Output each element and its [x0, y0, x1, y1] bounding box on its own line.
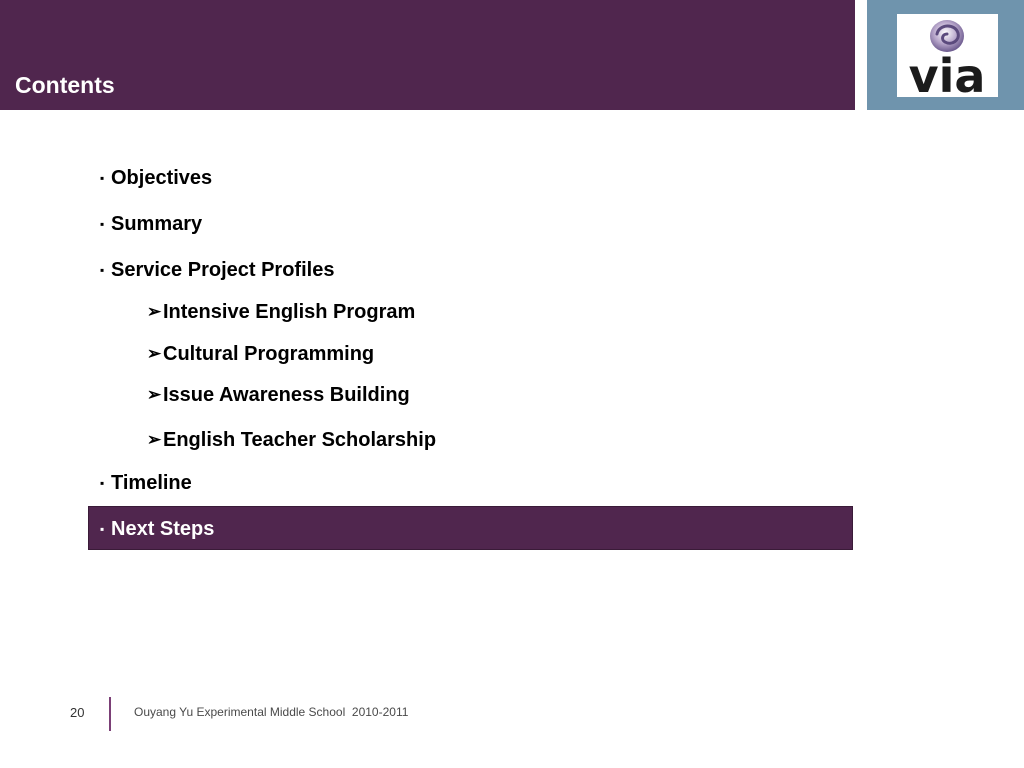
- agenda-subitem-intensive-english-program[interactable]: [147, 298, 415, 326]
- agenda-item-service-project-profiles[interactable]: [100, 256, 334, 284]
- square-bullet-icon: ▪: [100, 171, 105, 185]
- page-number: 20: [70, 705, 85, 720]
- agenda-item-next-steps[interactable]: [100, 515, 214, 543]
- square-bullet-icon: ▪: [100, 263, 105, 277]
- arrow-bullet-icon: ➢: [147, 385, 162, 404]
- agenda-item-label: Service Project Profiles: [111, 259, 335, 281]
- agenda-item-objectives[interactable]: [100, 164, 212, 192]
- agenda-item-label: Summary: [111, 213, 203, 235]
- logo-wordmark: via: [908, 49, 986, 97]
- agenda-subitem-issue-awareness-building[interactable]: [147, 381, 410, 409]
- footer-divider: [109, 697, 111, 731]
- square-bullet-icon: ▪: [100, 217, 105, 231]
- agenda-item-label: Objectives: [111, 167, 213, 189]
- agenda-item-timeline[interactable]: [100, 469, 192, 497]
- agenda-item-summary[interactable]: [100, 210, 202, 238]
- arrow-bullet-icon: ➢: [147, 344, 162, 363]
- agenda-subitem-cultural-programming[interactable]: [147, 340, 374, 368]
- agenda-subitem-label: English Teacher Scholarship: [163, 429, 437, 451]
- agenda-subitem-english-teacher-scholarship[interactable]: [147, 426, 436, 454]
- arrow-bullet-icon: ➢: [147, 430, 162, 449]
- agenda-item-label: Timeline: [111, 472, 192, 494]
- footer-text: Ouyang Yu Experimental Middle School 2010-2011: [134, 705, 409, 719]
- agenda-subitem-label: Cultural Programming: [163, 343, 375, 365]
- slide-title: Contents: [15, 72, 115, 98]
- square-bullet-icon: ▪: [100, 522, 105, 536]
- agenda-subitem-label: Intensive English Program: [163, 301, 416, 323]
- agenda-item-label: Next Steps: [111, 518, 215, 540]
- arrow-bullet-icon: ➢: [147, 302, 162, 321]
- square-bullet-icon: ▪: [100, 476, 105, 490]
- agenda-subitem-label: Issue Awareness Building: [163, 384, 410, 406]
